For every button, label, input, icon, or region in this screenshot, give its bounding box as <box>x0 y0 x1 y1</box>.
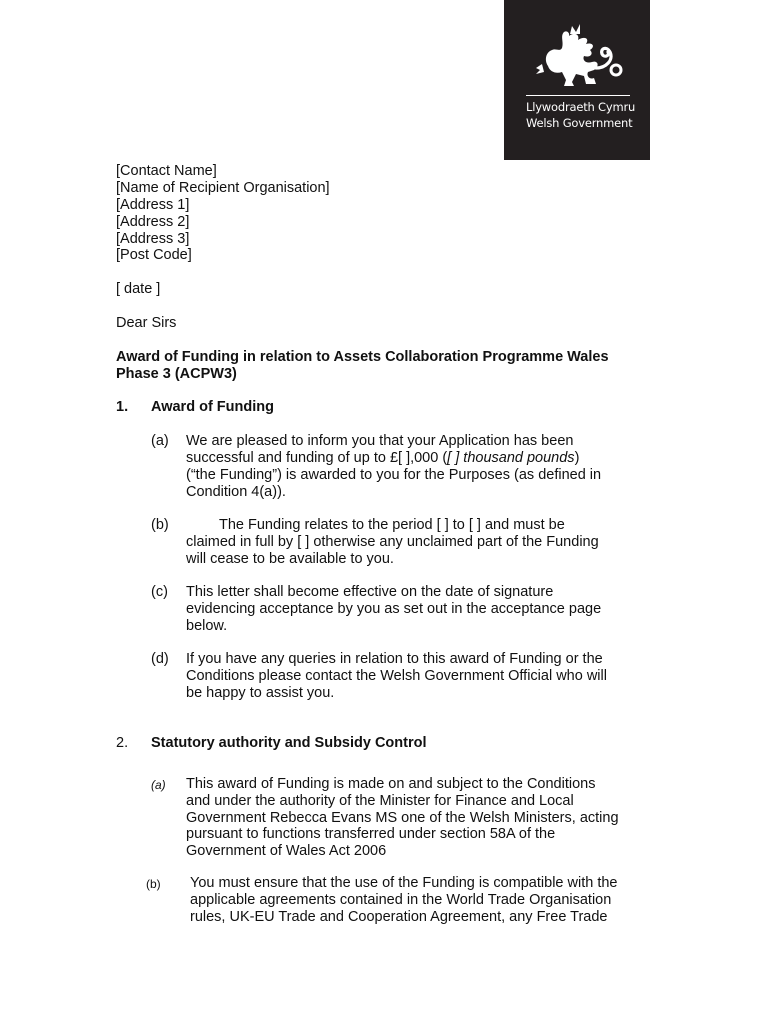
clause-1d-line-2: Conditions please contact the Welsh Government Official who will <box>186 668 607 684</box>
clause-2b-line-3: rules, UK-EU Trade and Cooperation Agreement, any Free Trade <box>190 909 608 925</box>
address-line-1: [Address 1] <box>116 197 190 213</box>
welsh-government-logo <box>504 0 650 160</box>
logo-divider <box>526 95 630 96</box>
clause-2b-label: (b) <box>146 877 161 891</box>
clause-2a-line-2: and under the authority of the Minister for Finance and Local <box>186 793 574 809</box>
clause-1d-line-3: be happy to assist you. <box>186 685 335 701</box>
clause-2a-line-4: pursuant to functions transferred under section 58A of the <box>186 826 556 842</box>
clause-2a-line-3: Government Rebecca Evans MS one of the Welsh Ministers, acting <box>186 810 619 826</box>
clause-1b-line-2: claimed in full by [ ] otherwise any unclaimed part of the Funding <box>186 534 599 550</box>
address-contact-name: [Contact Name] <box>116 163 217 179</box>
clause-1a-line-2-pre: successful and funding of up to £[ ],000 ( <box>186 450 448 466</box>
logo-english-name: Welsh Government <box>526 116 633 130</box>
clause-1c-line-1: This letter shall become effective on the date of signature <box>186 584 554 600</box>
clause-1a-line-4: Condition 4(a)). <box>186 484 286 500</box>
clause-1a-line-2 <box>186 450 579 467</box>
clause-1a-label: (a) <box>151 433 169 449</box>
letter-date: [ date ] <box>116 281 161 297</box>
clause-1d-line-1: If you have any queries in relation to this award of Funding or the <box>186 651 603 667</box>
clause-2b-line-1: You must ensure that the use of the Funding is compatible with the <box>190 875 618 891</box>
clause-2a-line-1: This award of Funding is made on and subject to the Conditions <box>186 776 596 792</box>
address-line-2: [Address 2] <box>116 214 190 230</box>
clause-1b-label: (b) <box>151 517 169 533</box>
section-2-heading: Statutory authority and Subsidy Control <box>151 735 427 751</box>
clause-1c-line-3: below. <box>186 618 228 634</box>
clause-2a-line-5: Government of Wales Act 2006 <box>186 843 387 859</box>
logo-welsh-name: Llywodraeth Cymru <box>526 100 636 114</box>
section-1-number: 1. <box>116 399 129 415</box>
clause-1d-label: (d) <box>151 651 169 667</box>
salutation: Dear Sirs <box>116 315 177 331</box>
clause-2b-line-2: applicable agreements contained in the World Trade Organisation <box>190 892 612 908</box>
clause-1a-line-3: (“the Funding”) is awarded to you for the Purposes (as defined in <box>186 467 602 483</box>
clause-1a-line-2-post: ) <box>574 450 580 466</box>
clause-1c-label: (c) <box>151 584 168 600</box>
clause-1b-line-1: The Funding relates to the period [ ] to [ ] and must be <box>219 517 565 533</box>
clause-1c-line-2: evidencing acceptance by you as set out in the acceptance page <box>186 601 602 617</box>
clause-2a-label: (a) <box>151 778 166 792</box>
letter-title-line-2: Phase 3 (ACPW3) <box>116 366 237 382</box>
address-post-code: [Post Code] <box>116 247 192 263</box>
address-line-3: [Address 3] <box>116 231 190 247</box>
section-2-number: 2. <box>116 735 129 751</box>
clause-1b-line-3: will cease to be available to you. <box>186 551 394 567</box>
clause-1a-line-1: We are pleased to inform you that your Application has been <box>186 433 574 449</box>
letter-title-line-1: Award of Funding in relation to Assets Collaboration Programme Wales <box>116 349 609 365</box>
clause-1a-amount-words: [ ] thousand pounds <box>447 450 575 466</box>
address-organisation: [Name of Recipient Organisation] <box>116 180 330 196</box>
section-1-heading: Award of Funding <box>151 399 274 415</box>
dragon-icon <box>534 24 626 88</box>
